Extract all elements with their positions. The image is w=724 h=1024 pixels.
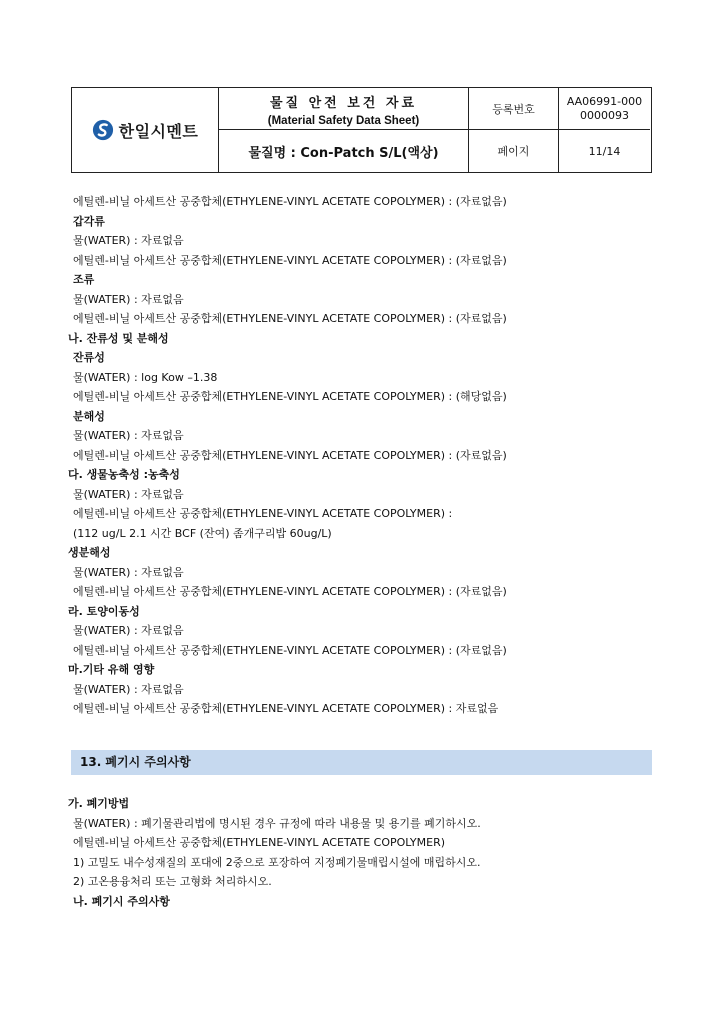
document-header [71, 87, 652, 173]
text-line: 물(WATER) : 자료없음 [73, 487, 184, 501]
text-line: 물(WATER) : 자료없음 [73, 292, 184, 306]
text-line: 에틸렌-비닐 아세트산 공중합체(ETHYLENE-VINYL ACETATE COPOLYMER) : [73, 507, 453, 520]
text-line: 물(WATER) : 자료없음 [73, 565, 184, 579]
registration-number-line-2: 0000093 [579, 108, 629, 122]
disposal-section [68, 794, 668, 911]
section-heading: 조류 [73, 273, 95, 286]
text-line: 에틸렌-비닐 아세트산 공중합체(ETHYLENE-VINYL ACETATE COPOLYMER) : (자료없음) [73, 312, 507, 325]
text-line: 에틸렌-비닐 아세트산 공중합체(ETHYLENE-VINYL ACETATE COPOLYMER) : (자료없음) [73, 195, 507, 208]
section-heading: 다. 생물농축성 :농축성 [68, 468, 180, 481]
material-name: 물질명 : Con-Patch S/L(액상) [219, 130, 469, 172]
title-english: (Material Safety Data Sheet) [267, 115, 420, 127]
registration-number-value [559, 88, 650, 130]
logo-text: 한일시멘트 [118, 121, 199, 141]
section-13-heading: 13. 폐기시 주의사항 [71, 750, 652, 775]
section-heading: 갑각류 [73, 214, 105, 228]
text-line: 물(WATER) : 자료없음 [73, 624, 184, 637]
text-line: 에틸렌-비닐 아세트산 공중합체(ETHYLENE-VINYL ACETATE COPOLYMER) : (해당없음) [73, 390, 507, 403]
section-heading: 생분해성 [68, 546, 111, 559]
text-line: 에틸렌-비닐 아세트산 공중합체(ETHYLENE-VINYL ACETATE COPOLYMER) : (자료없음) [73, 585, 507, 598]
text-line: 물(WATER) : 폐기물관리법에 명시된 경우 규정에 따라 내용물 및 용기를 폐기하시오. [73, 816, 481, 830]
text-line: (112 ug/L 2.1 시간 BCF (잔여) 좀개구리밥 60ug/L) [73, 526, 332, 540]
page-number: 11/14 [588, 144, 621, 158]
page-label: 페이지 [469, 130, 559, 172]
section-heading: 나. 폐기시 주의사항 [73, 894, 170, 908]
text-line: 에틸렌-비닐 아세트산 공중합체(ETHYLENE-VINYL ACETATE COPOLYMER) [73, 836, 446, 849]
text-line: 1) 고밀도 내수성재질의 포대에 2중으로 포장하여 지정폐기물매립시설에 매립하시오. [73, 855, 481, 869]
text-line: 물(WATER) : 자료없음 [73, 429, 184, 442]
hanil-logo-icon [92, 119, 114, 141]
text-line: 2) 고온용융처리 또는 고형화 처리하시오. [73, 875, 272, 888]
text-line: 에틸렌-비닐 아세트산 공중합체(ETHYLENE-VINYL ACETATE COPOLYMER) : (자료없음) [73, 643, 507, 657]
section-heading: 라. 토양이동성 [68, 604, 140, 618]
ecotoxicity-section [68, 192, 668, 719]
text-line: 에틸렌-비닐 아세트산 공중합체(ETHYLENE-VINYL ACETATE COPOLYMER) : (자료없음) [73, 448, 507, 462]
section-heading: 잔류성 [73, 351, 105, 364]
text-line: 에틸렌-비닐 아세트산 공중합체(ETHYLENE-VINYL ACETATE COPOLYMER) : (자료없음) [73, 253, 507, 267]
text-line: 물(WATER) : log Kow –1.38 [73, 370, 218, 384]
title-cell [219, 88, 469, 130]
title-korean: 물질 안전 보건 자료 [269, 96, 418, 111]
registration-number-label: 등록번호 [469, 88, 559, 130]
text-line: 에틸렌-비닐 아세트산 공중합체(ETHYLENE-VINYL ACETATE COPOLYMER) : 자료없음 [73, 702, 499, 715]
section-heading: 가. 폐기방법 [68, 797, 130, 810]
section-heading: 나. 잔류성 및 분해성 [68, 331, 169, 345]
section-heading: 마.기타 유해 영향 [68, 663, 155, 676]
text-line: 물(WATER) : 자료없음 [73, 234, 184, 247]
company-logo [72, 88, 219, 172]
text-line: 물(WATER) : 자료없음 [73, 682, 184, 696]
section-heading: 분해성 [73, 409, 105, 423]
registration-number-line-1: AA06991-000 [566, 94, 643, 108]
